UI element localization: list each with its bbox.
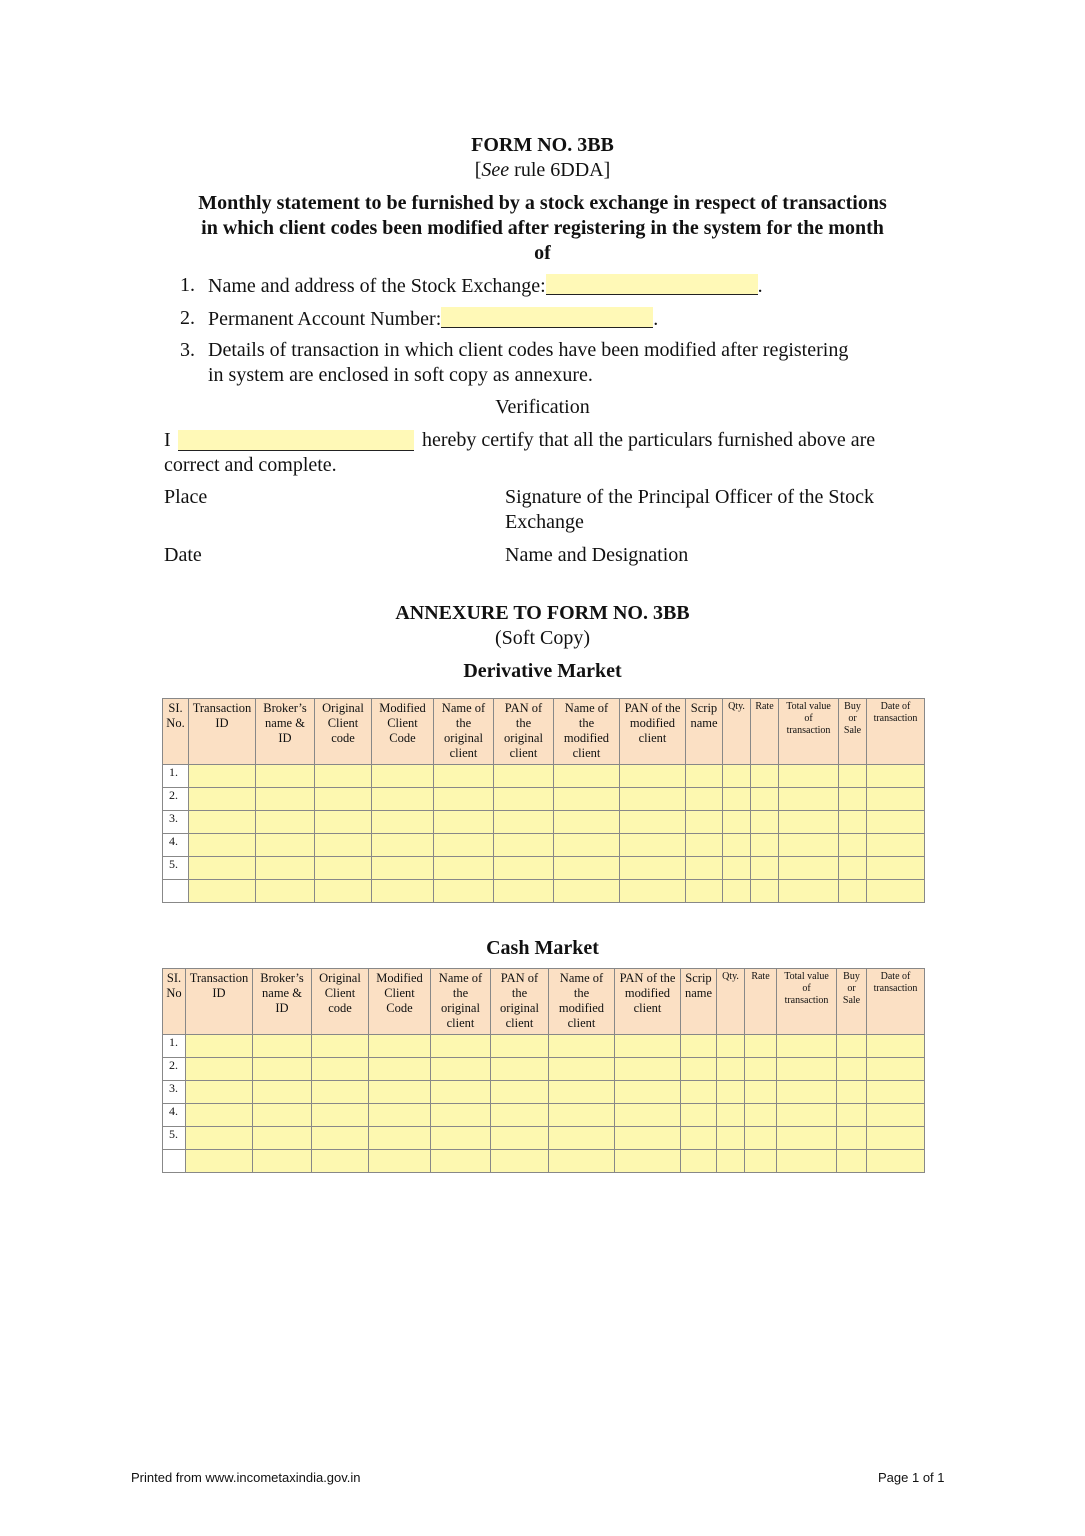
cash-input-cell[interactable] [253, 1104, 312, 1127]
cash-input-cell[interactable] [615, 1058, 681, 1081]
cash-table-row [163, 1081, 925, 1104]
derivative-input-cell[interactable] [751, 788, 779, 811]
certifier-name-field[interactable] [178, 430, 414, 451]
item-1-suffix: . [757, 275, 763, 297]
cash-input-cell[interactable] [491, 1104, 549, 1127]
cash-input-cell[interactable] [186, 1127, 253, 1150]
cash-input-cell[interactable] [717, 1058, 745, 1081]
cash-input-cell[interactable] [837, 1127, 867, 1150]
derivative-input-cell[interactable] [494, 811, 554, 834]
derivative-header-8: Name of the modified client [554, 699, 620, 765]
cash-input-cell[interactable] [253, 1127, 312, 1150]
item-2-suffix: . [653, 308, 659, 330]
place-label: Place [164, 486, 208, 508]
derivative-input-cell[interactable] [686, 765, 723, 788]
cash-input-cell[interactable] [777, 1127, 837, 1150]
cash-input-cell[interactable] [186, 1150, 253, 1173]
cash-input-cell[interactable] [867, 1104, 925, 1127]
cash-market-title: Cash Market [486, 937, 599, 959]
derivative-input-cell[interactable] [434, 880, 494, 903]
derivative-serial-number [163, 880, 189, 903]
derivative-input-cell[interactable] [686, 880, 723, 903]
annexure-subtitle: (Soft Copy) [495, 627, 590, 649]
derivative-input-cell[interactable] [839, 765, 867, 788]
cash-input-cell[interactable] [549, 1127, 615, 1150]
form-title: FORM NO. 3BB [471, 134, 614, 156]
verification-title: Verification [495, 396, 590, 418]
cash-header-13: Total value of transaction [777, 969, 837, 1035]
derivative-input-cell[interactable] [256, 834, 315, 857]
cash-input-cell[interactable] [312, 1058, 369, 1081]
signature-line-1: Signature of the Principal Officer of the Stock [505, 486, 874, 508]
cash-input-cell[interactable] [615, 1150, 681, 1173]
derivative-input-cell[interactable] [189, 834, 256, 857]
derivative-input-cell[interactable] [779, 880, 839, 903]
cash-input-cell[interactable] [681, 1058, 717, 1081]
derivative-input-cell[interactable] [779, 765, 839, 788]
rule-prefix: [ [474, 159, 482, 181]
derivative-market-table [162, 698, 925, 903]
derivative-input-cell[interactable] [620, 765, 686, 788]
derivative-header-5: Modified Client Code [372, 699, 434, 765]
cash-table-row [163, 1127, 925, 1150]
annexure-title: ANNEXURE TO FORM NO. 3BB [395, 602, 690, 624]
cash-input-cell[interactable] [549, 1058, 615, 1081]
cash-input-cell[interactable] [431, 1058, 491, 1081]
cash-input-cell[interactable] [745, 1081, 777, 1104]
derivative-input-cell[interactable] [315, 880, 372, 903]
cash-input-cell[interactable] [491, 1150, 549, 1173]
cash-input-cell[interactable] [549, 1035, 615, 1058]
cash-serial-number [163, 1150, 186, 1173]
cash-input-cell[interactable] [186, 1035, 253, 1058]
cash-input-cell[interactable] [717, 1104, 745, 1127]
derivative-input-cell[interactable] [620, 788, 686, 811]
derivative-input-cell[interactable] [494, 857, 554, 880]
derivative-input-cell[interactable] [554, 857, 620, 880]
date-label: Date [164, 544, 202, 566]
cash-table-row [163, 1104, 925, 1127]
derivative-input-cell[interactable] [723, 788, 751, 811]
derivative-input-cell[interactable] [494, 834, 554, 857]
derivative-input-cell[interactable] [779, 834, 839, 857]
cash-input-cell[interactable] [745, 1127, 777, 1150]
cash-input-cell[interactable] [867, 1150, 925, 1173]
derivative-input-cell[interactable] [620, 834, 686, 857]
item-2 [208, 307, 658, 331]
cash-serial-number: 2. [163, 1058, 186, 1081]
derivative-input-cell[interactable] [867, 788, 925, 811]
cash-header-9: PAN of the modified client [615, 969, 681, 1035]
derivative-input-cell[interactable] [867, 765, 925, 788]
derivative-input-cell[interactable] [751, 765, 779, 788]
cash-input-cell[interactable] [745, 1150, 777, 1173]
cash-input-cell[interactable] [253, 1081, 312, 1104]
cash-input-cell[interactable] [431, 1127, 491, 1150]
cash-input-cell[interactable] [253, 1058, 312, 1081]
item-3-line-2: in system are enclosed in soft copy as annexure. [208, 364, 593, 386]
cash-header-14: Buy or Sale [837, 969, 867, 1035]
derivative-serial-number: 1. [163, 765, 189, 788]
cash-input-cell[interactable] [369, 1104, 431, 1127]
item-1-number: 1. [180, 274, 195, 296]
derivative-input-cell[interactable] [256, 788, 315, 811]
derivative-input-cell[interactable] [372, 857, 434, 880]
cash-input-cell[interactable] [777, 1035, 837, 1058]
derivative-input-cell[interactable] [434, 857, 494, 880]
cash-input-cell[interactable] [186, 1058, 253, 1081]
derivative-input-cell[interactable] [315, 788, 372, 811]
cash-input-cell[interactable] [837, 1104, 867, 1127]
derivative-header-1: SI. No. [163, 699, 189, 765]
derivative-input-cell[interactable] [372, 880, 434, 903]
item-1 [208, 274, 763, 298]
derivative-header-11: Qty. [723, 699, 751, 765]
derivative-input-cell[interactable] [554, 788, 620, 811]
derivative-input-cell[interactable] [867, 880, 925, 903]
derivative-header-3: Broker’s name & ID [256, 699, 315, 765]
cash-input-cell[interactable] [369, 1081, 431, 1104]
cash-header-7: PAN of the original client [491, 969, 549, 1035]
derivative-input-cell[interactable] [256, 857, 315, 880]
derivative-table-row [163, 834, 925, 857]
cash-input-cell[interactable] [549, 1150, 615, 1173]
cash-header-6: Name of the original client [431, 969, 491, 1035]
cash-input-cell[interactable] [186, 1081, 253, 1104]
cash-input-cell[interactable] [867, 1058, 925, 1081]
derivative-table-row [163, 765, 925, 788]
cash-header-12: Rate [745, 969, 777, 1035]
derivative-input-cell[interactable] [372, 811, 434, 834]
derivative-input-cell[interactable] [256, 811, 315, 834]
item-1-label: Name and address of the Stock Exchange: [208, 275, 546, 297]
heading-line-2: in which client codes been modified after registering in the system for the month [201, 217, 884, 239]
derivative-input-cell[interactable] [751, 834, 779, 857]
cash-input-cell[interactable] [777, 1058, 837, 1081]
cash-input-cell[interactable] [312, 1035, 369, 1058]
derivative-input-cell[interactable] [867, 834, 925, 857]
cash-input-cell[interactable] [431, 1035, 491, 1058]
cash-input-cell[interactable] [431, 1104, 491, 1127]
cash-input-cell[interactable] [837, 1150, 867, 1173]
cash-input-cell[interactable] [369, 1127, 431, 1150]
cash-input-cell[interactable] [867, 1127, 925, 1150]
derivative-input-cell[interactable] [779, 857, 839, 880]
derivative-table-row [163, 788, 925, 811]
cash-input-cell[interactable] [681, 1150, 717, 1173]
cash-market-table [162, 968, 925, 1173]
cash-input-cell[interactable] [431, 1150, 491, 1173]
name-designation-label: Name and Designation [505, 544, 689, 566]
cash-input-cell[interactable] [681, 1104, 717, 1127]
heading-line-1: Monthly statement to be furnished by a stock exchange in respect of transactions [198, 192, 887, 214]
cash-input-cell[interactable] [681, 1035, 717, 1058]
derivative-input-cell[interactable] [751, 880, 779, 903]
derivative-input-cell[interactable] [751, 811, 779, 834]
heading-line-3: of [534, 242, 551, 264]
cash-input-cell[interactable] [717, 1127, 745, 1150]
cash-input-cell[interactable] [491, 1058, 549, 1081]
derivative-input-cell[interactable] [686, 834, 723, 857]
derivative-header-10: Scrip name [686, 699, 723, 765]
derivative-input-cell[interactable] [839, 834, 867, 857]
cash-table-row [163, 1058, 925, 1081]
cash-serial-number: 1. [163, 1035, 186, 1058]
cash-header-10: Scrip name [681, 969, 717, 1035]
cash-input-cell[interactable] [491, 1035, 549, 1058]
derivative-input-cell[interactable] [315, 857, 372, 880]
derivative-input-cell[interactable] [554, 880, 620, 903]
derivative-input-cell[interactable] [554, 811, 620, 834]
verification-statement: hereby certify that all the particulars furnished above are [422, 429, 876, 451]
derivative-input-cell[interactable] [189, 788, 256, 811]
derivative-input-cell[interactable] [554, 765, 620, 788]
derivative-input-cell[interactable] [494, 788, 554, 811]
item-3-line-1: Details of transaction in which client codes have been modified after registering [208, 339, 849, 361]
cash-header-3: Broker’s name & ID [253, 969, 312, 1035]
cash-input-cell[interactable] [431, 1081, 491, 1104]
derivative-input-cell[interactable] [839, 880, 867, 903]
cash-input-cell[interactable] [681, 1081, 717, 1104]
rule-reference [0, 159, 1085, 182]
derivative-input-cell[interactable] [494, 765, 554, 788]
derivative-input-cell[interactable] [723, 765, 751, 788]
cash-input-cell[interactable] [717, 1035, 745, 1058]
cash-header-5: Modified Client Code [369, 969, 431, 1035]
derivative-input-cell[interactable] [620, 880, 686, 903]
verification-line-2: correct and complete. [164, 454, 337, 476]
derivative-input-cell[interactable] [315, 834, 372, 857]
cash-input-cell[interactable] [837, 1035, 867, 1058]
derivative-input-cell[interactable] [723, 880, 751, 903]
derivative-table-row [163, 811, 925, 834]
derivative-input-cell[interactable] [839, 811, 867, 834]
stock-exchange-name-field[interactable] [546, 274, 758, 295]
derivative-input-cell[interactable] [620, 857, 686, 880]
derivative-serial-number: 5. [163, 857, 189, 880]
derivative-input-cell[interactable] [686, 857, 723, 880]
derivative-input-cell[interactable] [315, 765, 372, 788]
derivative-input-cell[interactable] [779, 788, 839, 811]
derivative-input-cell[interactable] [315, 811, 372, 834]
cash-header-4: Original Client code [312, 969, 369, 1035]
cash-input-cell[interactable] [615, 1035, 681, 1058]
cash-input-cell[interactable] [745, 1058, 777, 1081]
derivative-input-cell[interactable] [867, 857, 925, 880]
derivative-input-cell[interactable] [189, 857, 256, 880]
derivative-input-cell[interactable] [434, 834, 494, 857]
cash-input-cell[interactable] [867, 1081, 925, 1104]
cash-input-cell[interactable] [312, 1104, 369, 1127]
cash-input-cell[interactable] [745, 1035, 777, 1058]
cash-header-8: Name of the modified client [549, 969, 615, 1035]
cash-input-cell[interactable] [615, 1104, 681, 1127]
item-2-number: 2. [180, 307, 195, 329]
cash-input-cell[interactable] [312, 1081, 369, 1104]
cash-input-cell[interactable] [777, 1104, 837, 1127]
derivative-input-cell[interactable] [839, 857, 867, 880]
derivative-input-cell[interactable] [686, 811, 723, 834]
rule-rest: rule 6DDA] [509, 159, 611, 181]
derivative-header-9: PAN of the modified client [620, 699, 686, 765]
signature-line-2: Exchange [505, 511, 584, 533]
derivative-input-cell[interactable] [839, 788, 867, 811]
cash-input-cell[interactable] [615, 1127, 681, 1150]
derivative-input-cell[interactable] [686, 788, 723, 811]
derivative-input-cell[interactable] [620, 811, 686, 834]
cash-input-cell[interactable] [491, 1081, 549, 1104]
cash-serial-number: 5. [163, 1127, 186, 1150]
derivative-header-4: Original Client code [315, 699, 372, 765]
verification-i: I [164, 429, 171, 451]
derivative-input-cell[interactable] [434, 788, 494, 811]
cash-input-cell[interactable] [717, 1081, 745, 1104]
cash-input-cell[interactable] [777, 1150, 837, 1173]
cash-header-11: Qty. [717, 969, 745, 1035]
pan-field[interactable] [441, 307, 653, 328]
cash-input-cell[interactable] [253, 1035, 312, 1058]
derivative-input-cell[interactable] [189, 765, 256, 788]
cash-table-row [163, 1150, 925, 1173]
derivative-input-cell[interactable] [723, 834, 751, 857]
cash-input-cell[interactable] [253, 1150, 312, 1173]
item-3-number: 3. [180, 339, 195, 361]
cash-input-cell[interactable] [549, 1104, 615, 1127]
derivative-input-cell[interactable] [434, 765, 494, 788]
derivative-header-14: Buy or Sale [839, 699, 867, 765]
cash-input-cell[interactable] [867, 1035, 925, 1058]
derivative-market-title: Derivative Market [463, 660, 622, 682]
cash-input-cell[interactable] [681, 1127, 717, 1150]
cash-input-cell[interactable] [777, 1081, 837, 1104]
cash-input-cell[interactable] [369, 1058, 431, 1081]
derivative-header-7: PAN of the original client [494, 699, 554, 765]
derivative-serial-number: 4. [163, 834, 189, 857]
derivative-header-13: Total value of transaction [779, 699, 839, 765]
cash-input-cell[interactable] [369, 1150, 431, 1173]
derivative-input-cell[interactable] [751, 857, 779, 880]
derivative-input-cell[interactable] [554, 834, 620, 857]
cash-input-cell[interactable] [745, 1104, 777, 1127]
derivative-input-cell[interactable] [256, 765, 315, 788]
derivative-input-cell[interactable] [372, 788, 434, 811]
cash-input-cell[interactable] [717, 1150, 745, 1173]
derivative-header-12: Rate [751, 699, 779, 765]
derivative-input-cell[interactable] [494, 880, 554, 903]
derivative-header-2: Transaction ID [189, 699, 256, 765]
footer-page-number: Page 1 of 1 [878, 1470, 945, 1485]
cash-input-cell[interactable] [615, 1081, 681, 1104]
derivative-serial-number: 2. [163, 788, 189, 811]
cash-input-cell[interactable] [369, 1035, 431, 1058]
cash-serial-number: 4. [163, 1104, 186, 1127]
derivative-table-row [163, 880, 925, 903]
derivative-header-6: Name of the original client [434, 699, 494, 765]
cash-header-2: Transaction ID [186, 969, 253, 1035]
cash-input-cell[interactable] [549, 1081, 615, 1104]
rule-see: See [481, 159, 510, 181]
derivative-input-cell[interactable] [372, 765, 434, 788]
cash-input-cell[interactable] [491, 1127, 549, 1150]
derivative-input-cell[interactable] [723, 811, 751, 834]
item-2-label: Permanent Account Number: [208, 308, 442, 330]
cash-header-15: Date of transaction [867, 969, 925, 1035]
derivative-input-cell[interactable] [256, 880, 315, 903]
cash-input-cell[interactable] [837, 1058, 867, 1081]
footer-source: Printed from www.incometaxindia.gov.in [131, 1470, 361, 1485]
cash-input-cell[interactable] [837, 1081, 867, 1104]
derivative-input-cell[interactable] [434, 811, 494, 834]
derivative-input-cell[interactable] [189, 811, 256, 834]
cash-header-1: SI. No [163, 969, 186, 1035]
cash-input-cell[interactable] [312, 1127, 369, 1150]
cash-input-cell[interactable] [186, 1104, 253, 1127]
derivative-input-cell[interactable] [779, 811, 839, 834]
cash-serial-number: 3. [163, 1081, 186, 1104]
derivative-input-cell[interactable] [189, 880, 256, 903]
derivative-serial-number: 3. [163, 811, 189, 834]
cash-input-cell[interactable] [312, 1150, 369, 1173]
derivative-input-cell[interactable] [723, 857, 751, 880]
derivative-header-15: Date of transaction [867, 699, 925, 765]
derivative-input-cell[interactable] [372, 834, 434, 857]
derivative-table-row [163, 857, 925, 880]
cash-table-row [163, 1035, 925, 1058]
derivative-input-cell[interactable] [867, 811, 925, 834]
